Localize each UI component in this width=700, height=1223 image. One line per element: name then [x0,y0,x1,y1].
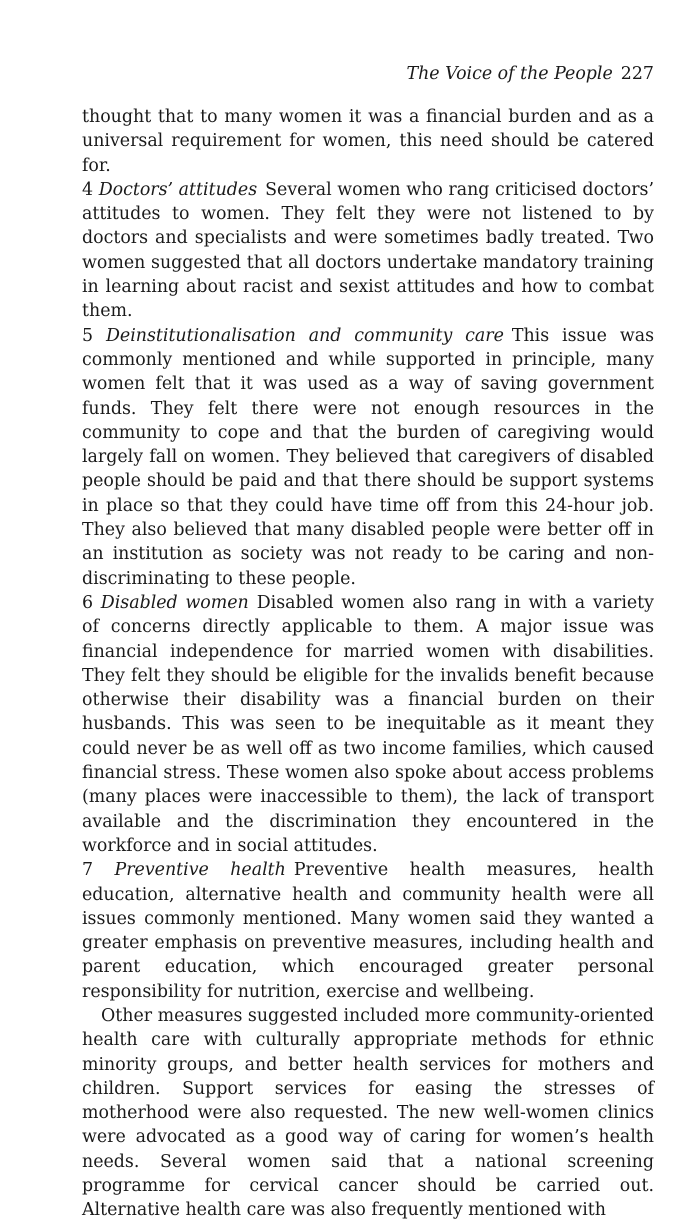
paragraph-doctors-attitudes [82,178,654,324]
paragraph-continued [82,105,654,178]
paragraph-deinstitutionalisation [82,324,654,591]
paragraph-text: Preventive health measures, health education, alternative health and community health were all issues commonly mentioned. Many women said they wanted a greater emphasis on preventive measures, including health and parent education, which encouraged greater personal responsibility for nutrition, exercise and wellbeing. [82,860,654,1002]
paragraph-heading: Preventive health [114,860,286,881]
paragraph-number: 7 [82,860,94,881]
paragraph-heading: Doctors’ attitudes [98,179,258,200]
paragraph-heading: Disabled women [100,592,249,613]
paragraph-number: 4 [82,179,94,200]
paragraph-text: Several women who rang criticised doctors’ attitudes to women. They felt they were not listened to by doctors and specialists and were sometimes badly treated. Two women suggested that all doctors undertake mandatory training in learning about racist and sexist attitudes and how to combat them. [82,179,655,322]
paragraph-text: Disabled women also rang in with a variety of concerns directly applicable to them. A major issue was financial independence for married women with disabilities. They felt they should be eligible for the invalids benefit because otherwise their disability was a financial burden on their husbands. This was seen to be inequitable as it meant they could never be as well off as two income families, which caused financial stress. These women also spoke about access problems (many places were inaccessible to them), the lack of transport available and the discrimination they encountered in the workforce and in social attitudes. [82,592,654,856]
paragraph-text: This issue was commonly mentioned and while supported in principle, many women felt that it was used as a way of saving government funds. They felt there were not enough resources in the community to cope and that the burden of caregiving would largely fall on women. They believed that caregivers of disabled people should be paid and that there should be support systems in place so that they could have time off from this 24-hour job. They also believed that many disabled people were better off in an institution as society was not ready to be caring and non-discriminating to these people. [82,325,654,589]
running-head [82,62,654,86]
paragraph-heading: Deinstitutionalisation and community care [105,325,504,346]
document-page [82,62,654,1223]
paragraph-number: 5 [82,325,94,346]
page-number: 227 [620,64,654,84]
running-head-title: The Voice of the People [406,64,613,84]
paragraph-disabled-women [82,591,654,858]
paragraph-text: thought that to many women it was a financial burden and as a universal requirement for women, this need should be catered for. [82,107,654,176]
paragraph-other-measures [82,1004,654,1223]
paragraph-number: 6 [82,592,94,613]
paragraph-preventive-health [82,858,654,1004]
paragraph-text: Other measures suggested included more community-oriented health care with culturally appropriate methods for ethnic minority groups, and better health services for mothers and children. Support services for easing the stresses of motherhood were also requested. The new well-women clinics were advocated as a good way of caring for women’s health needs. Several women said that a national screening programme for cervical cancer should be carried out. Alternative health care was also frequently mentioned with [82,1005,654,1221]
